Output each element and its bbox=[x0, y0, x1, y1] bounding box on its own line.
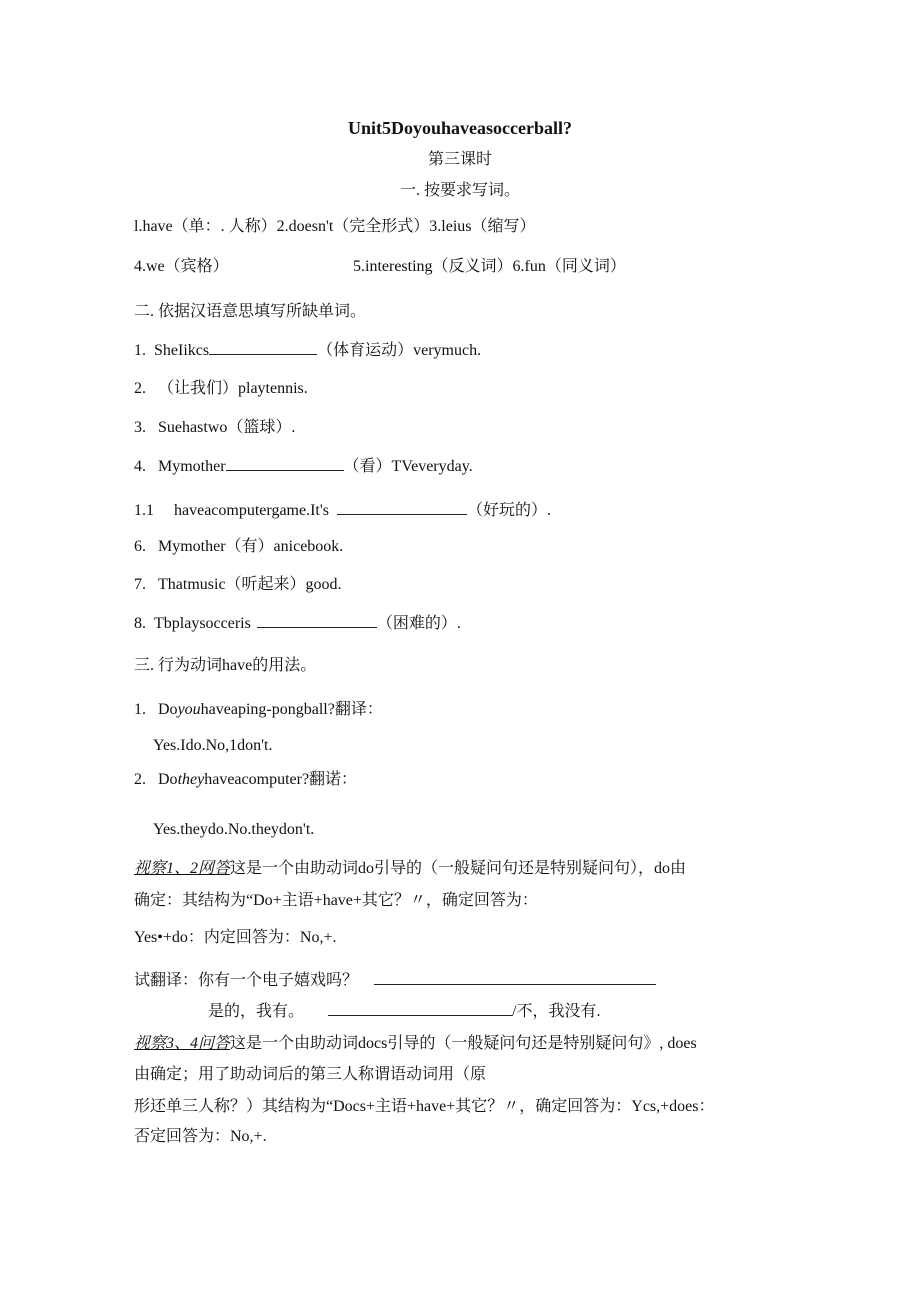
item-number: 8. bbox=[134, 615, 146, 632]
observation-label: 视察3、4问答 bbox=[134, 1035, 231, 1052]
translation-blank[interactable] bbox=[328, 1001, 512, 1016]
item-text: SheIikcs bbox=[154, 342, 210, 359]
answer-2: Yes.theydo.No.theydon't. bbox=[153, 821, 315, 838]
observation-2-line4: 否定回答为：No,+. bbox=[134, 1128, 267, 1145]
list-item bbox=[134, 456, 473, 477]
question-text: Do bbox=[158, 701, 178, 718]
section1-heading: 一. 按要求写词。 bbox=[399, 182, 520, 199]
question-text: you bbox=[177, 701, 201, 718]
item-number: 1. bbox=[134, 342, 146, 359]
section1-line2a: 4.we（宾格） bbox=[134, 258, 229, 275]
item-number: 2. bbox=[134, 380, 146, 397]
observation-1 bbox=[134, 859, 686, 879]
observation-text: 这是一个由助动词docs引导的（一般疑问句还是特别疑问句》, does bbox=[230, 1035, 697, 1052]
question-number: 2. bbox=[134, 771, 146, 788]
item-number: 6. bbox=[134, 538, 146, 555]
item-text: Mymother（有）anicebook. bbox=[158, 538, 344, 555]
observation-2-line3: 形还单三人称？）其结构为“Docs+主语+have+其它？〃，确定回答为：Ycs,+does： bbox=[134, 1098, 715, 1115]
question-2 bbox=[134, 770, 357, 790]
question-1 bbox=[134, 700, 383, 720]
list-item bbox=[134, 575, 342, 595]
item-number: 1.1 bbox=[134, 502, 154, 519]
item-number: 3. bbox=[134, 419, 146, 436]
item-number: 7. bbox=[134, 576, 146, 593]
item-text: （看）TVeveryday. bbox=[343, 458, 473, 475]
section2-heading: 二. 依据汉语意思填写所缺单词。 bbox=[134, 303, 367, 320]
answer-blank[interactable] bbox=[337, 500, 467, 515]
answer-blank[interactable] bbox=[226, 456, 344, 471]
list-item bbox=[134, 613, 461, 634]
observation-1-line2: 确定：其结构为“Do+主语+have+其它？〃，确定回答为： bbox=[134, 892, 538, 909]
list-item bbox=[134, 418, 295, 438]
question-text: Do bbox=[158, 771, 178, 788]
section1-line1: l.have（单：. 人称）2.doesn't（完全形式）3.leius（缩写） bbox=[134, 218, 536, 235]
item-text: Thatmusic（听起来）good. bbox=[158, 576, 342, 593]
translation-answers bbox=[208, 1001, 600, 1022]
observation-2 bbox=[134, 1034, 697, 1054]
list-item bbox=[134, 340, 481, 361]
document-title: Unit5Doyouhaveasoccerball? bbox=[348, 118, 572, 138]
question-text: haveaping-pongball?翻译： bbox=[200, 701, 383, 718]
translation-no: /不，我没有. bbox=[512, 1003, 601, 1020]
section1-line2b: 5.interesting（反义词）6.fun（同义词） bbox=[353, 258, 626, 275]
observation-text: 这是一个由助动词do引导的（一般疑问句还是特别疑问句），do由 bbox=[230, 860, 687, 877]
observation-1-line3: Yes•+do：内定回答为：No,+. bbox=[134, 929, 337, 946]
translation-label: 试翻译：你有一个电子嬉戏吗？ bbox=[134, 972, 359, 989]
observation-label: 视察1、2网答 bbox=[134, 860, 231, 877]
list-item bbox=[134, 379, 308, 399]
translation-yes: 是的，我有。 bbox=[208, 1003, 305, 1020]
answer-1: Yes.Ido.No,1don't. bbox=[153, 737, 273, 754]
translation-blank[interactable] bbox=[374, 970, 656, 985]
section3-heading: 三. 行为动词have的用法。 bbox=[134, 657, 317, 674]
item-text: Suehastwo（篮球）. bbox=[158, 419, 296, 436]
question-number: 1. bbox=[134, 701, 146, 718]
item-text: haveacomputergame.It's bbox=[174, 502, 329, 519]
question-text: haveacomputer?翻诺： bbox=[204, 771, 358, 788]
item-text: （好玩的）. bbox=[466, 502, 551, 519]
item-text: （困难的）. bbox=[376, 615, 461, 632]
list-item bbox=[134, 500, 551, 521]
translation-prompt bbox=[134, 970, 660, 991]
item-text: （让我们）playtennis. bbox=[158, 380, 308, 397]
item-text: Tbplaysocceris bbox=[154, 615, 251, 632]
answer-blank[interactable] bbox=[209, 340, 317, 355]
list-item bbox=[134, 537, 343, 557]
answer-blank[interactable] bbox=[257, 613, 377, 628]
lesson-label: 第三课时 bbox=[427, 151, 492, 168]
item-text: （体育运动）verymuch. bbox=[317, 342, 482, 359]
question-text: they bbox=[177, 771, 205, 788]
item-number: 4. bbox=[134, 458, 146, 475]
item-text: Mymother bbox=[158, 458, 226, 475]
observation-2-line2: 由确定；用了助动词后的第三人称谓语动词用（原 bbox=[134, 1066, 487, 1083]
